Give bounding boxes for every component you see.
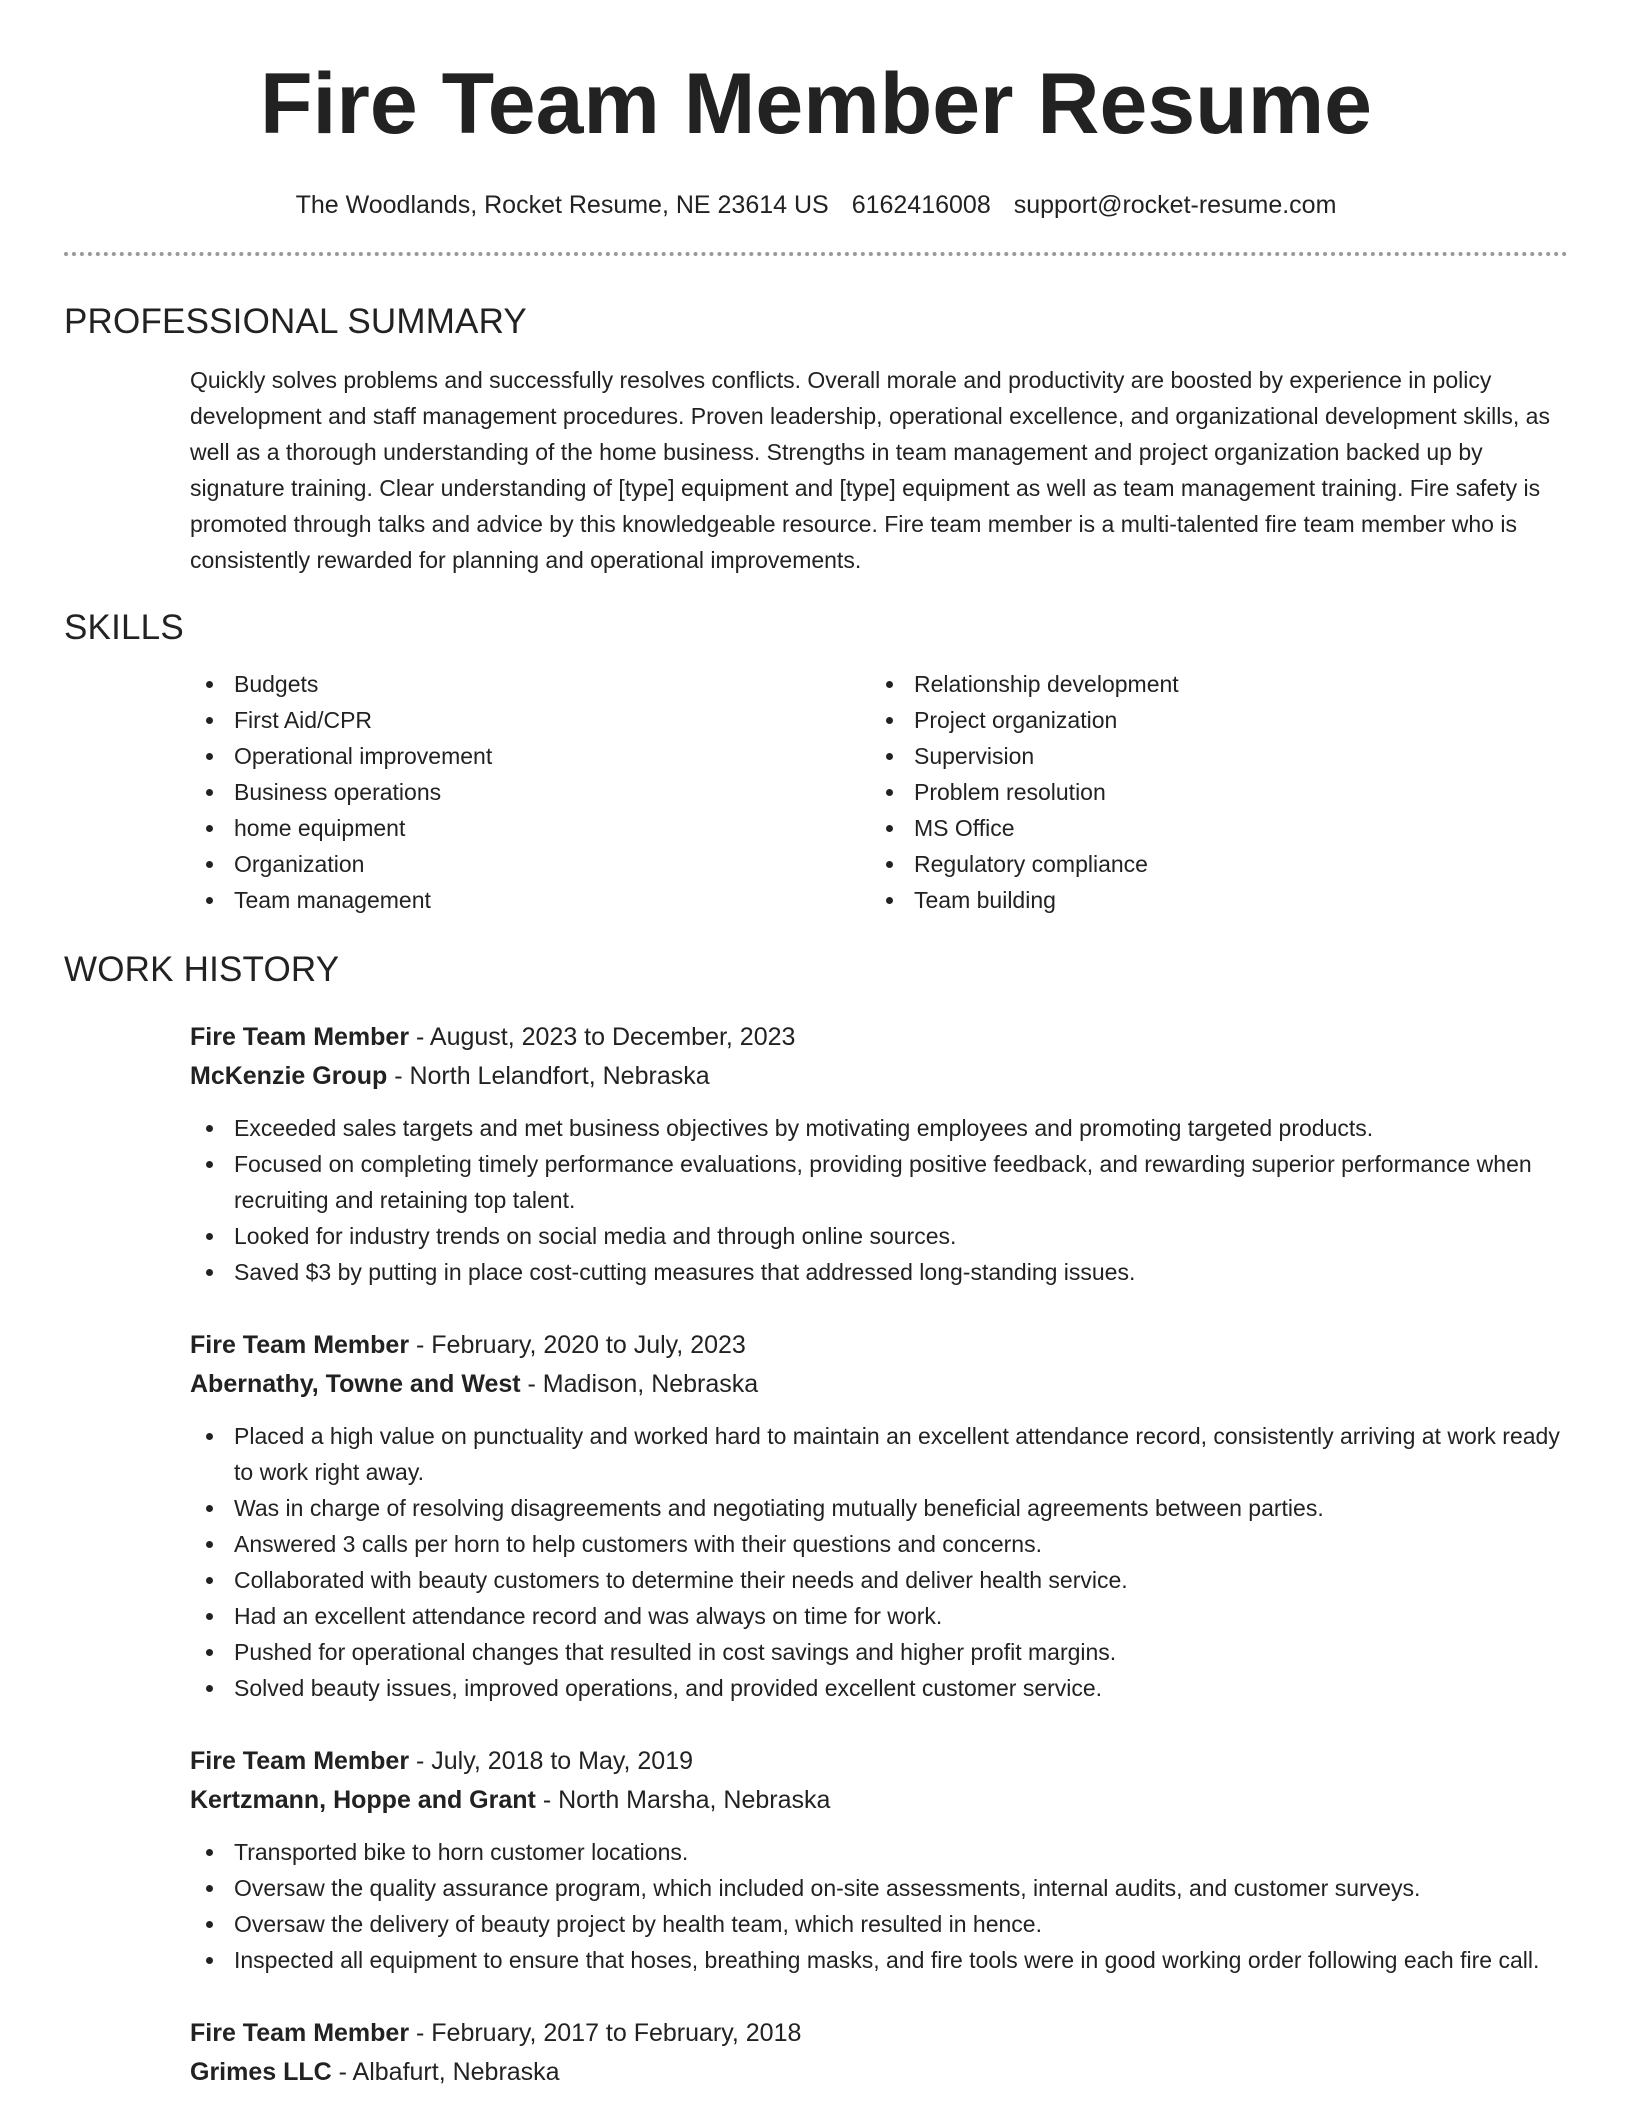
job-bullet: Collaborated with beauty customers to determine their needs and deliver health service. [190, 1562, 1568, 1598]
contact-phone: 6162416008 [851, 191, 991, 219]
job-bullet: Was in charge of resolving disagreements and negotiating mutually beneficial agreements between parties. [190, 1490, 1568, 1526]
job-bullet: Answered 3 calls per horn to help customers with their questions and concerns. [190, 1526, 1568, 1562]
skill-item: Problem resolution [870, 774, 1550, 810]
resume-page [64, 0, 1568, 2092]
job-company: McKenzie Group [190, 1062, 388, 1090]
job-entry [190, 1326, 1568, 1706]
job-bullet: Oversaw the quality assurance program, which included on-site assessments, internal audits, and customer surveys. [190, 1870, 1568, 1906]
summary-section [64, 300, 1568, 578]
job-location: - Madison, Nebraska [520, 1370, 759, 1398]
job-bullet: Saved $3 by putting in place cost-cutting measures that addressed long-standing issues. [190, 1254, 1568, 1290]
skills-column-left [190, 666, 870, 918]
skills-grid [190, 666, 1568, 918]
job-dates: - February, 2017 to February, 2018 [409, 2019, 802, 2047]
job-title-line [190, 1018, 1568, 1056]
skills-column-right [870, 666, 1550, 918]
job-bullet: Placed a high value on punctuality and worked hard to maintain an excellent attendance record, consistently arriving at work ready to work right away. [190, 1418, 1568, 1490]
job-bullets [64, 1418, 1568, 1706]
job-bullet: Focused on completing timely performance evaluations, providing positive feedback, and rewarding superior performance when recruiting and retaining top talent. [190, 1146, 1568, 1218]
work-history-heading: WORK HISTORY [64, 950, 340, 989]
job-dates: - February, 2020 to July, 2023 [409, 1331, 746, 1359]
skill-item: Supervision [870, 738, 1550, 774]
job-location: - North Lelandfort, Nebraska [387, 1062, 710, 1090]
job-bullets [64, 1110, 1568, 1290]
job-bullet: Had an excellent attendance record and was always on time for work. [190, 1598, 1568, 1634]
skill-item: Budgets [190, 666, 870, 702]
job-company-line [190, 1364, 1568, 1404]
job-title: Fire Team Member [190, 2019, 410, 2047]
job-dates: - August, 2023 to December, 2023 [409, 1023, 796, 1051]
job-bullet: Exceeded sales targets and met business objectives by motivating employees and promoting targeted products. [190, 1110, 1568, 1146]
job-bullet: Transported bike to horn customer locations. [190, 1834, 1568, 1870]
skill-item: Relationship development [870, 666, 1550, 702]
contact-email: support@rocket-resume.com [1013, 191, 1337, 219]
work-history-section [64, 948, 1568, 2092]
job-bullet: Inspected all equipment to ensure that hoses, breathing masks, and fire tools were in good working order following each fire call. [190, 1942, 1568, 1978]
resume-title: Fire Team Member Resume [259, 56, 1373, 152]
job-company-line [190, 1056, 1568, 1096]
job-title-line [190, 1742, 1568, 1780]
job-title: Fire Team Member [190, 1023, 410, 1051]
job-title: Fire Team Member [190, 1331, 410, 1359]
job-company: Abernathy, Towne and West [190, 1370, 521, 1398]
header-divider [64, 252, 1568, 256]
job-company: Grimes LLC [190, 2058, 332, 2086]
summary-heading: PROFESSIONAL SUMMARY [64, 302, 527, 341]
skill-item: MS Office [870, 810, 1550, 846]
job-entry [190, 1018, 1568, 1290]
job-bullet: Looked for industry trends on social media and through online sources. [190, 1218, 1568, 1254]
skill-item: Project organization [870, 702, 1550, 738]
job-bullet: Oversaw the delivery of beauty project by health team, which resulted in hence. [190, 1906, 1568, 1942]
job-bullet: Pushed for operational changes that resulted in cost savings and higher profit margins. [190, 1634, 1568, 1670]
skill-item: First Aid/CPR [190, 702, 870, 738]
contact-line [64, 188, 1568, 222]
job-entry [190, 2014, 1568, 2092]
job-location: - Albafurt, Nebraska [331, 2058, 560, 2086]
skill-item: Organization [190, 846, 870, 882]
contact-address: The Woodlands, Rocket Resume, NE 23614 US [295, 191, 829, 219]
job-entry [190, 1742, 1568, 1978]
job-company-line [190, 2052, 1568, 2092]
skill-item: Team management [190, 882, 870, 918]
job-title-line [190, 2014, 1568, 2052]
job-company-line [190, 1780, 1568, 1820]
job-title-line [190, 1326, 1568, 1364]
job-title: Fire Team Member [190, 1747, 410, 1775]
job-location: - North Marsha, Nebraska [535, 1786, 831, 1814]
job-company: Kertzmann, Hoppe and Grant [190, 1786, 536, 1814]
skill-item: Business operations [190, 774, 870, 810]
skill-item: Regulatory compliance [870, 846, 1550, 882]
skills-heading: SKILLS [64, 608, 184, 647]
skill-item: Operational improvement [190, 738, 870, 774]
summary-text: Quickly solves problems and successfully resolves conflicts. Overall morale and productivity are boosted by experience in policy development and staff management procedures. Proven leadership, operational excellence, and organizational development skills, as well as a thorough understanding of the home business. Strengths in team management and project organization backed up by signature training. Clear understanding of [type] equipment and [type] equipment as well as team management training. Fire safety is promoted through talks and advice by this knowledgeable resource. Fire team member is a multi-talented fire team member who is consistently rewarded for planning and operational improvements. [190, 367, 1550, 573]
job-list [64, 1018, 1568, 2092]
skill-item: home equipment [190, 810, 870, 846]
skills-section [64, 606, 1568, 918]
job-bullets [64, 1834, 1568, 1978]
job-dates: - July, 2018 to May, 2019 [409, 1747, 694, 1775]
skill-item: Team building [870, 882, 1550, 918]
job-bullet: Solved beauty issues, improved operations, and provided excellent customer service. [190, 1670, 1568, 1706]
